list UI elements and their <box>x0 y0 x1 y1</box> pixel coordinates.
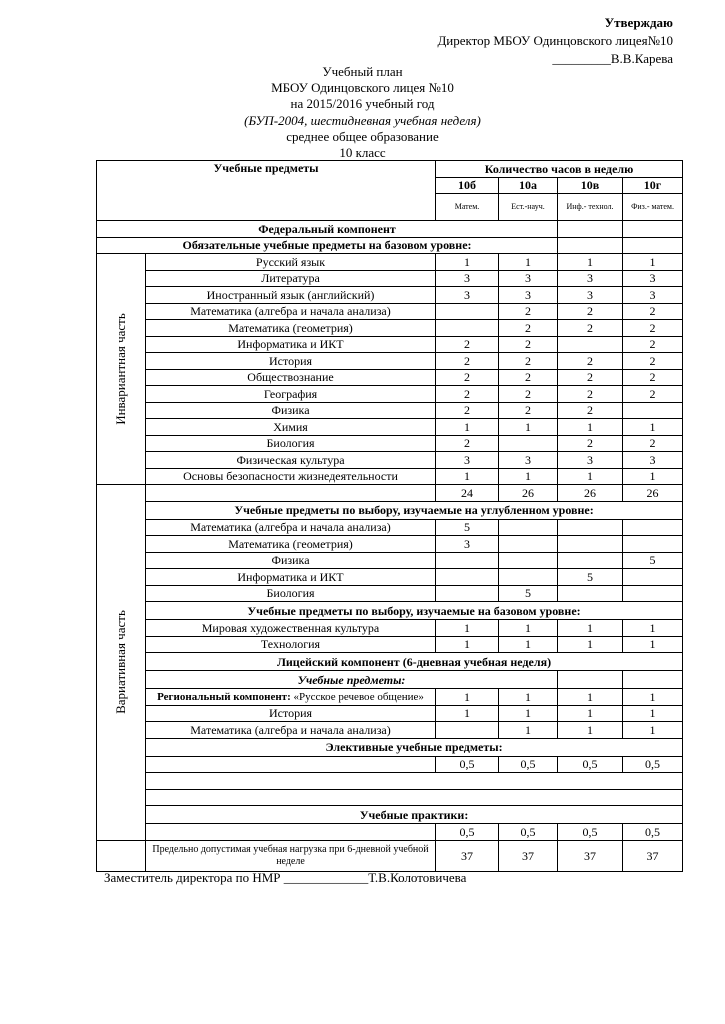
hours-cell: 2 <box>499 386 558 403</box>
hours-cell: 1 <box>436 468 499 485</box>
hours-cell: 0,5 <box>558 824 623 841</box>
subject-name: Биология <box>146 585 436 602</box>
variative-row <box>97 671 683 689</box>
empty-cell <box>97 840 146 871</box>
hours-cell: 1 <box>499 419 558 436</box>
hours-cell: 0,5 <box>436 824 499 841</box>
subject-name: Информатика и ИКТ <box>146 336 436 353</box>
hours-cell: 1 <box>436 254 499 271</box>
variative-row <box>97 705 683 722</box>
hours-cell: 24 <box>436 485 499 502</box>
subject-name: Основы безопасности жизнедеятельности <box>146 468 436 485</box>
hours-cell: 3 <box>436 536 499 553</box>
hours-cell: 1 <box>623 722 683 739</box>
approval-signature: _________В.В.Карева <box>552 51 673 66</box>
subject-name: Математика (алгебра и начала анализа) <box>146 303 436 320</box>
subject-row <box>97 435 683 452</box>
subject-row <box>97 402 683 419</box>
approval-block <box>437 14 673 68</box>
hours-cell: 1 <box>558 705 623 722</box>
subject-row <box>97 287 683 304</box>
hours-cell: 5 <box>558 569 623 586</box>
subject-row <box>97 320 683 337</box>
regional-component <box>146 689 436 706</box>
subject-name: Химия <box>146 419 436 436</box>
hours-cell: 2 <box>623 336 683 353</box>
subject-name: Физическая культура <box>146 452 436 469</box>
hours-cell: 3 <box>436 287 499 304</box>
variative-row <box>97 620 683 637</box>
hours-cell: 1 <box>623 620 683 637</box>
invariant-label-text: Инвариантная часть <box>113 313 128 425</box>
subject-name: Русский язык <box>146 254 436 271</box>
hours-cell: 1 <box>558 468 623 485</box>
subject-row <box>97 452 683 469</box>
max-load-label: Предельно допустимая учебная нагрузка при 6-дневной учебной неделе <box>146 840 436 871</box>
hours-cell: 3 <box>558 452 623 469</box>
empty-row <box>146 789 683 806</box>
hours-cell: 1 <box>623 689 683 706</box>
hours-cell: 2 <box>436 435 499 452</box>
profile-header: Матем. <box>436 194 499 221</box>
hours-cell: 3 <box>436 270 499 287</box>
hours-cell <box>558 585 623 602</box>
class-header: 10б <box>436 177 499 194</box>
hours-cell: 1 <box>558 689 623 706</box>
hours-cell: 5 <box>499 585 558 602</box>
subject-name: Математика (алгебра и начала анализа) <box>146 722 436 739</box>
hours-cell <box>499 569 558 586</box>
hours-cell: 2 <box>499 353 558 370</box>
hours-cell: 1 <box>623 468 683 485</box>
section-header: Учебные предметы по выбору, изучаемые на углубленном уровне: <box>146 501 683 519</box>
table-cell <box>558 671 623 689</box>
hours-cell <box>558 536 623 553</box>
subject-name: Иностранный язык (английский) <box>146 287 436 304</box>
hours-cell <box>436 320 499 337</box>
subject-row <box>97 303 683 320</box>
regional-label: Региональный компонент: <box>157 690 291 703</box>
deputy-signature: Заместитель директора по НМР _____________Т.В.Колотовичева <box>104 870 467 885</box>
max-load-row <box>97 840 683 871</box>
hours-cell: 3 <box>499 452 558 469</box>
hours-cell: 2 <box>558 369 623 386</box>
hours-cell: 0,5 <box>623 756 683 773</box>
hours-cell <box>558 336 623 353</box>
hours-cell: 1 <box>558 722 623 739</box>
hours-cell: 1 <box>623 636 683 653</box>
hours-cell <box>623 402 683 419</box>
heading-title: Учебный план <box>322 64 403 79</box>
document-heading <box>0 64 725 161</box>
hours-cell: 2 <box>436 386 499 403</box>
subject-row <box>97 386 683 403</box>
hours-cell: 1 <box>499 722 558 739</box>
hours-cell: 3 <box>558 287 623 304</box>
class-header: 10в <box>558 177 623 194</box>
hours-cell: 1 <box>499 689 558 706</box>
variative-row <box>97 585 683 602</box>
hours-cell: 2 <box>436 402 499 419</box>
approval-director: Директор МБОУ Одинцовского лицея№10 <box>437 33 673 48</box>
hours-cell: 1 <box>623 705 683 722</box>
hours-cell: 1 <box>436 689 499 706</box>
subject-name: История <box>146 353 436 370</box>
subject-name: Биология <box>146 435 436 452</box>
hours-cell: 1 <box>499 636 558 653</box>
hours-cell: 2 <box>558 386 623 403</box>
regional-subject: «Русское речевое общение» <box>293 690 424 703</box>
hours-cell: 2 <box>436 369 499 386</box>
table-cell <box>558 237 623 254</box>
variative-label-text: Вариативная часть <box>113 610 128 715</box>
variative-label <box>97 485 146 841</box>
hours-cell <box>623 519 683 536</box>
hours-cell: 1 <box>499 468 558 485</box>
hours-cell <box>499 552 558 569</box>
variative-row <box>97 773 683 790</box>
hours-cell <box>499 435 558 452</box>
hours-cell: 2 <box>558 353 623 370</box>
heading-basis: (БУП-2004, шестидневная учебная неделя) <box>244 112 481 128</box>
hours-cell <box>499 536 558 553</box>
profile-header: Ест.-науч. <box>499 194 558 221</box>
hours-cell: 2 <box>558 303 623 320</box>
table-cell <box>558 221 623 238</box>
variative-row <box>97 756 683 773</box>
hours-cell <box>623 585 683 602</box>
hours-cell: 2 <box>499 369 558 386</box>
hours-cell: 3 <box>436 452 499 469</box>
section-header: Учебные предметы по выбору, изучаемые на базовом уровне: <box>146 602 683 620</box>
hours-cell: 2 <box>558 402 623 419</box>
hours-cell: 0,5 <box>499 756 558 773</box>
subject-row <box>97 254 683 271</box>
hours-cell: 26 <box>558 485 623 502</box>
subject-name: Обществознание <box>146 369 436 386</box>
variative-row <box>97 738 683 756</box>
variative-row <box>97 602 683 620</box>
class-header: 10а <box>499 177 558 194</box>
hours-cell: 5 <box>436 519 499 536</box>
hours-cell: 1 <box>558 636 623 653</box>
subjects-header: Учебные предметы <box>97 161 436 221</box>
hours-cell: 2 <box>623 386 683 403</box>
hours-cell: 1 <box>436 620 499 637</box>
variative-row <box>97 536 683 553</box>
empty-row <box>146 773 683 790</box>
hours-cell: 2 <box>623 369 683 386</box>
empty-cell <box>146 756 436 773</box>
hours-cell: 2 <box>623 435 683 452</box>
hours-cell: 1 <box>436 419 499 436</box>
total-label <box>146 485 436 502</box>
approval-title: Утверждаю <box>604 15 673 30</box>
hours-cell <box>436 585 499 602</box>
header-row <box>97 161 683 178</box>
variative-row <box>97 519 683 536</box>
hours-cell: 0,5 <box>436 756 499 773</box>
hours-cell <box>623 536 683 553</box>
hours-cell: 2 <box>499 320 558 337</box>
hours-cell: 3 <box>499 287 558 304</box>
subject-name: История <box>146 705 436 722</box>
hours-cell: 2 <box>499 303 558 320</box>
hours-cell: 3 <box>623 270 683 287</box>
hours-cell: 2 <box>623 353 683 370</box>
subject-name: Информатика и ИКТ <box>146 569 436 586</box>
variative-row <box>97 653 683 671</box>
hours-cell: 3 <box>623 452 683 469</box>
hours-cell: 1 <box>436 636 499 653</box>
hours-cell <box>436 722 499 739</box>
hours-cell: 5 <box>623 552 683 569</box>
subject-row <box>97 270 683 287</box>
table-cell <box>623 221 683 238</box>
hours-cell: 1 <box>623 419 683 436</box>
hours-cell: 2 <box>623 303 683 320</box>
subject-row <box>97 468 683 485</box>
hours-cell: 3 <box>623 287 683 304</box>
mandatory-header: Обязательные учебные предметы на базовом уровне: <box>97 237 558 254</box>
hours-cell: 0,5 <box>499 824 558 841</box>
hours-cell: 1 <box>499 705 558 722</box>
hours-cell: 2 <box>623 320 683 337</box>
hours-cell: 2 <box>499 402 558 419</box>
hours-cell: 3 <box>558 270 623 287</box>
section-header: Элективные учебные предметы: <box>146 738 683 756</box>
subject-row <box>97 336 683 353</box>
variative-row <box>97 501 683 519</box>
hours-cell <box>436 303 499 320</box>
subject-row <box>97 369 683 386</box>
variative-row <box>97 824 683 841</box>
hours-cell <box>436 569 499 586</box>
hours-cell: 1 <box>623 254 683 271</box>
table-cell <box>623 237 683 254</box>
hours-cell: 2 <box>558 435 623 452</box>
hours-cell: 3 <box>499 270 558 287</box>
subject-row <box>97 353 683 370</box>
profile-header: Физ.- матем. <box>623 194 683 221</box>
hours-cell: 2 <box>436 336 499 353</box>
curriculum-table <box>96 160 683 872</box>
heading-school: МБОУ Одинцовского лицея №10 <box>271 80 454 96</box>
subject-name: Литература <box>146 270 436 287</box>
heading-grade: 10 класс <box>339 145 386 161</box>
subject-name: Физика <box>146 552 436 569</box>
hours-cell: 26 <box>499 485 558 502</box>
hours-cell <box>499 519 558 536</box>
table-cell <box>623 671 683 689</box>
hours-cell: 1 <box>436 705 499 722</box>
variative-row <box>97 569 683 586</box>
mandatory-row <box>97 237 683 254</box>
variative-row <box>97 806 683 824</box>
class-header: 10г <box>623 177 683 194</box>
variative-row <box>97 789 683 806</box>
heading-level: среднее общее образование <box>286 128 439 144</box>
hours-cell <box>558 552 623 569</box>
hours-cell: 37 <box>499 840 558 871</box>
hours-header: Количество часов в неделю <box>436 161 683 178</box>
hours-cell: 37 <box>558 840 623 871</box>
hours-cell <box>623 569 683 586</box>
hours-cell: 37 <box>623 840 683 871</box>
section-subheader: Учебные предметы: <box>146 671 558 689</box>
subject-name: Физика <box>146 402 436 419</box>
section-header: Учебные практики: <box>146 806 683 824</box>
hours-cell <box>558 519 623 536</box>
hours-cell: 1 <box>558 620 623 637</box>
hours-cell: 2 <box>558 320 623 337</box>
heading-year: на 2015/2016 учебный год <box>290 96 435 112</box>
variative-row <box>97 552 683 569</box>
subject-name: Мировая художественная культура <box>146 620 436 637</box>
hours-cell: 2 <box>436 353 499 370</box>
variative-row <box>97 722 683 739</box>
profile-header: Инф.- технол. <box>558 194 623 221</box>
subject-name: Математика (геометрия) <box>146 320 436 337</box>
hours-cell: 1 <box>499 620 558 637</box>
hours-cell: 0,5 <box>623 824 683 841</box>
invariant-label <box>97 254 146 485</box>
hours-cell: 1 <box>558 419 623 436</box>
federal-component: Федеральный компонент <box>97 221 558 238</box>
hours-cell: 2 <box>499 336 558 353</box>
subject-name: География <box>146 386 436 403</box>
subject-name: Математика (геометрия) <box>146 536 436 553</box>
empty-cell <box>146 824 436 841</box>
hours-cell: 0,5 <box>558 756 623 773</box>
federal-row <box>97 221 683 238</box>
subject-row <box>97 419 683 436</box>
hours-cell: 26 <box>623 485 683 502</box>
hours-cell <box>436 552 499 569</box>
hours-cell: 1 <box>499 254 558 271</box>
variative-row <box>97 689 683 706</box>
variative-row <box>97 636 683 653</box>
variative-row <box>97 485 683 502</box>
subject-name: Технология <box>146 636 436 653</box>
subject-name: Математика (алгебра и начала анализа) <box>146 519 436 536</box>
section-header: Лицейский компонент (6-дневная учебная неделя) <box>146 653 683 671</box>
hours-cell: 1 <box>558 254 623 271</box>
hours-cell: 37 <box>436 840 499 871</box>
